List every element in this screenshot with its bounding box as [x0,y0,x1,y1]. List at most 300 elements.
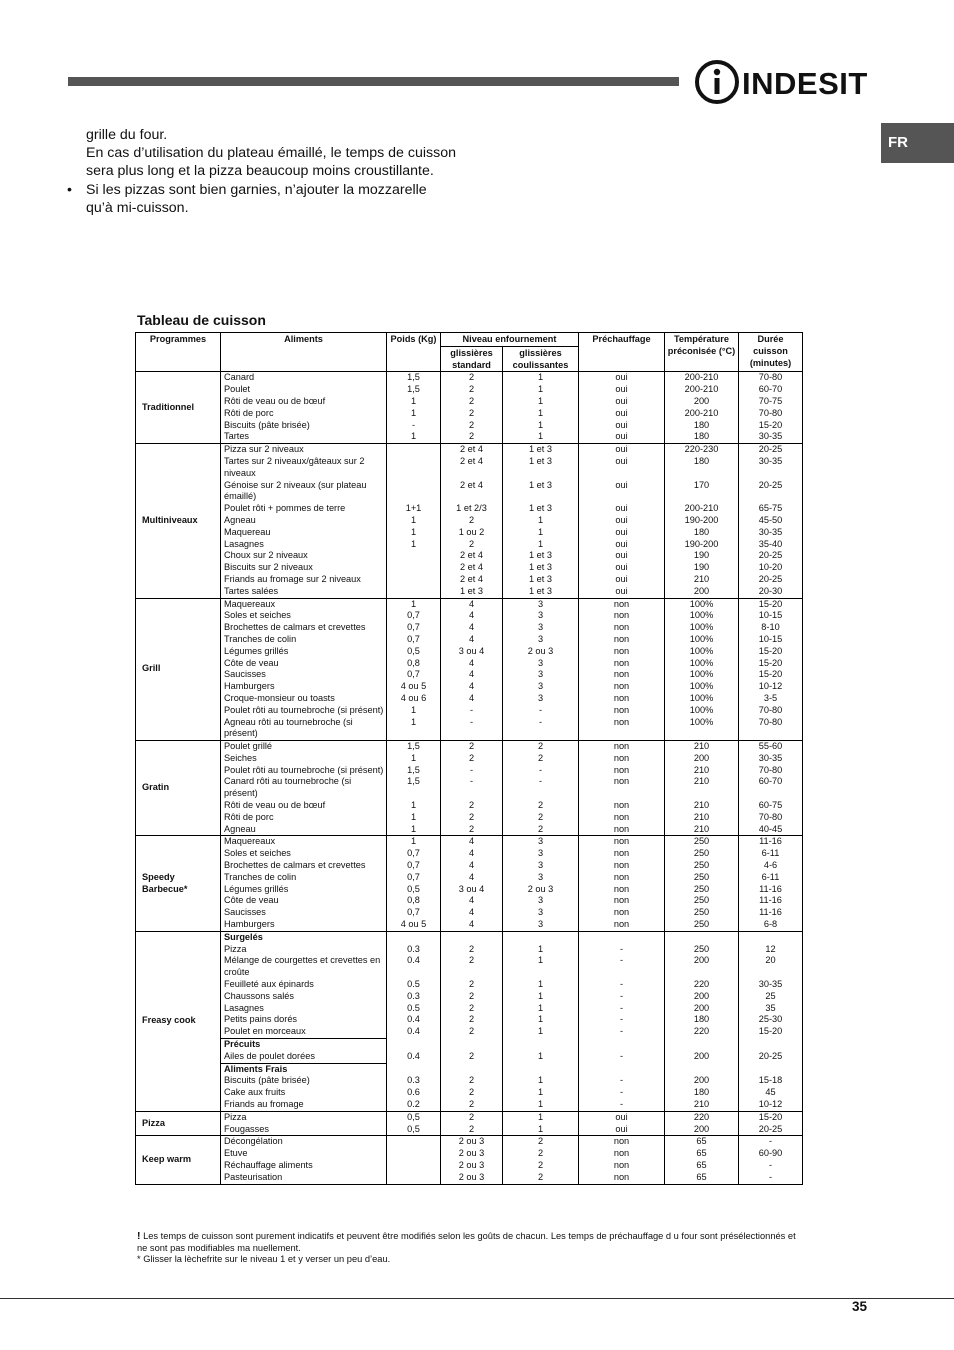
temperature-cell: 200 [665,753,739,765]
table-row [136,1160,803,1172]
duration-cell: 20 [739,955,803,979]
level-sliding-cell: 2 [503,1136,579,1148]
preheat-cell: non [579,776,665,800]
level-sliding-cell: 1 [503,527,579,539]
temperature-cell: 190 [665,550,739,562]
table-row [136,800,803,812]
duration-cell: 15-18 [739,1075,803,1087]
temperature-cell: 100% [665,717,739,741]
weight-cell [387,1136,441,1148]
level-standard-cell: 2 ou 3 [441,1160,503,1172]
table-row [136,444,803,456]
food-cell: Pasteurisation [221,1172,387,1184]
food-cell: Côte de veau [221,658,387,670]
weight-cell [387,1148,441,1160]
preheat-cell: non [579,741,665,753]
food-cell: Rôti de porc [221,408,387,420]
table-row [136,717,803,741]
weight-cell: 0.5 [387,1003,441,1015]
food-cell: Rôti de veau ou de bœuf [221,396,387,408]
food-cell: Brochettes de calmars et crevettes [221,622,387,634]
temperature-cell: 250 [665,944,739,956]
table-row [136,1026,803,1038]
food-cell: Friands au fromage sur 2 niveaux [221,574,387,586]
weight-cell: 0.4 [387,1014,441,1026]
food-cell: Biscuits sur 2 niveaux [221,562,387,574]
weight-cell: 1 [387,812,441,824]
weight-cell: 4 ou 5 [387,919,441,931]
table-row [136,598,803,610]
preheat-cell: - [579,955,665,979]
preheat-cell [579,1063,665,1075]
temperature-cell: 180 [665,1014,739,1026]
preheat-cell: oui [579,503,665,515]
temperature-cell: 170 [665,480,739,504]
temperature-cell: 65 [665,1136,739,1148]
intro-bullet-text: Si les pizzas sont bien garnies, n’ajouter la mozzarelle qu’à mi-cuisson. [86,182,427,216]
food-cell: Fougasses [221,1124,387,1136]
preheat-cell: - [579,1075,665,1087]
temperature-cell: 100% [665,646,739,658]
level-sliding-cell: 1 et 3 [503,562,579,574]
temperature-cell [665,931,739,943]
duration-cell: 10-12 [739,1099,803,1111]
preheat-cell: non [579,705,665,717]
preheat-cell: oui [579,527,665,539]
weight-cell [387,444,441,456]
duration-cell: 35 [739,1003,803,1015]
duration-cell: 30-35 [739,979,803,991]
preheat-cell: oui [579,384,665,396]
intro-line: grille du four. [86,127,168,143]
level-sliding-cell: 1 et 3 [503,550,579,562]
food-cell: Cake aux fruits [221,1087,387,1099]
level-standard-cell: 4 [441,622,503,634]
preheat-cell: oui [579,396,665,408]
food-cell: Agneau rôti au tournebroche (si présent) [221,717,387,741]
duration-cell: 15-20 [739,646,803,658]
temperature-cell: 210 [665,574,739,586]
intro-bullet [67,181,456,217]
program-name: Freasy cook [136,931,221,1111]
level-standard-cell: 2 [441,1099,503,1111]
weight-cell [387,931,441,943]
duration-cell: 35-40 [739,539,803,551]
preheat-cell: non [579,800,665,812]
level-sliding-cell: 3 [503,860,579,872]
duration-cell: 20-25 [739,444,803,456]
food-cell: Décongélation [221,1136,387,1148]
level-standard-cell: 2 [441,372,503,384]
footnote-2: * Glisser la lèchefrite sur le niveau 1 et y verser un peu d’eau. [137,1254,391,1265]
weight-cell: 0,7 [387,669,441,681]
temperature-cell: 180 [665,431,739,443]
level-standard-cell: 2 [441,420,503,432]
temperature-cell: 100% [665,669,739,681]
program-name: Pizza [136,1111,221,1136]
header-duree: Durée cuisson (minutes) [739,333,803,372]
duration-cell: 12 [739,944,803,956]
food-cell: Seiches [221,753,387,765]
level-sliding-cell: 3 [503,872,579,884]
weight-cell: 0,8 [387,895,441,907]
preheat-cell: non [579,634,665,646]
weight-cell [387,562,441,574]
weight-cell: 0,5 [387,1111,441,1123]
level-sliding-cell: 1 [503,1014,579,1026]
temperature-cell: 65 [665,1148,739,1160]
level-sliding-cell [503,931,579,943]
level-sliding-cell: 1 [503,1003,579,1015]
preheat-cell: - [579,1014,665,1026]
temperature-cell: 250 [665,860,739,872]
level-standard-cell: 2 [441,1026,503,1038]
level-sliding-cell: 3 [503,693,579,705]
level-sliding-cell: 1 [503,1075,579,1087]
weight-cell [387,1063,441,1075]
temperature-cell: 250 [665,848,739,860]
temperature-cell: 200-210 [665,384,739,396]
duration-cell: 70-80 [739,372,803,384]
table-row [136,1039,803,1051]
table-row [136,658,803,670]
preheat-cell: non [579,598,665,610]
preheat-cell: non [579,919,665,931]
preheat-cell: oui [579,586,665,598]
weight-cell: 1,5 [387,765,441,777]
language-tab[interactable]: FR [881,123,954,163]
program-name: Gratin [136,741,221,836]
level-sliding-cell: 3 [503,610,579,622]
level-standard-cell [441,1063,503,1075]
temperature-cell: 190-200 [665,515,739,527]
preheat-cell: oui [579,539,665,551]
level-standard-cell: 2 [441,824,503,836]
level-standard-cell: 4 [441,669,503,681]
weight-cell: 0.3 [387,1075,441,1087]
food-cell: Agneau [221,515,387,527]
level-standard-cell: - [441,717,503,741]
table-row [136,836,803,848]
duration-cell: 70-80 [739,717,803,741]
level-standard-cell: 4 [441,634,503,646]
food-cell: Poulet rôti au tournebroche (si présent) [221,705,387,717]
duration-cell: 60-90 [739,1148,803,1160]
preheat-cell: oui [579,562,665,574]
level-sliding-cell: - [503,765,579,777]
preheat-cell: oui [579,408,665,420]
weight-cell: 0,7 [387,634,441,646]
level-standard-cell: 1 ou 2 [441,527,503,539]
level-sliding-cell: 3 [503,622,579,634]
level-sliding-cell: 1 et 3 [503,480,579,504]
table-row [136,1087,803,1099]
table-row [136,955,803,979]
level-standard-cell: 2 [441,991,503,1003]
level-standard-cell: 2 [441,741,503,753]
level-sliding-cell: 2 ou 3 [503,646,579,658]
food-cell: Pizza [221,944,387,956]
table-row [136,646,803,658]
cooking-table-wrapper [135,332,802,1185]
preheat-cell: non [579,1172,665,1184]
level-sliding-cell: 2 [503,753,579,765]
preheat-cell: - [579,944,665,956]
level-sliding-cell: 1 [503,420,579,432]
level-standard-cell: 2 [441,408,503,420]
table-row [136,1063,803,1075]
level-sliding-cell: 1 et 3 [503,574,579,586]
logo-emblem-icon [694,58,740,106]
weight-cell: 0.2 [387,1099,441,1111]
level-sliding-cell: 3 [503,919,579,931]
table-row [136,539,803,551]
preheat-cell: non [579,765,665,777]
duration-cell: 30-35 [739,527,803,539]
temperature-cell: 200 [665,1003,739,1015]
table-row [136,503,803,515]
table-row [136,776,803,800]
preheat-cell: oui [579,372,665,384]
weight-cell [387,574,441,586]
temperature-cell [665,1063,739,1075]
duration-cell: 15-20 [739,1111,803,1123]
level-sliding-cell: 1 et 3 [503,444,579,456]
temperature-cell: 220 [665,1111,739,1123]
temperature-cell: 200 [665,1075,739,1087]
level-standard-cell: 2 [441,1087,503,1099]
temperature-cell: 100% [665,622,739,634]
weight-cell: 0,8 [387,658,441,670]
preheat-cell: non [579,895,665,907]
table-row [136,574,803,586]
temperature-cell: 200 [665,586,739,598]
level-standard-cell: 2 ou 3 [441,1148,503,1160]
level-standard-cell: 2 [441,979,503,991]
table-row [136,1148,803,1160]
duration-cell: 70-80 [739,408,803,420]
level-standard-cell: 2 [441,955,503,979]
level-standard-cell: 2 [441,1075,503,1087]
weight-cell: 0,7 [387,622,441,634]
table-row [136,669,803,681]
table-row [136,1172,803,1184]
level-sliding-cell: 2 [503,812,579,824]
level-sliding-cell: 1 [503,384,579,396]
preheat-cell: non [579,872,665,884]
level-sliding-cell: 1 [503,1099,579,1111]
duration-cell: 70-75 [739,396,803,408]
level-standard-cell: 2 [441,753,503,765]
duration-cell: 45-50 [739,515,803,527]
preheat-cell: non [579,884,665,896]
duration-cell: 60-70 [739,384,803,396]
level-standard-cell: 2 ou 3 [441,1136,503,1148]
table-row [136,705,803,717]
food-cell: Chaussons salés [221,991,387,1003]
table-row [136,872,803,884]
temperature-cell: 180 [665,1087,739,1099]
table-row [136,480,803,504]
preheat-cell: non [579,646,665,658]
level-standard-cell: 4 [441,895,503,907]
table-row [136,527,803,539]
weight-cell [387,1172,441,1184]
level-standard-cell: 2 [441,1014,503,1026]
level-sliding-cell: - [503,717,579,741]
level-sliding-cell: 2 [503,1148,579,1160]
preheat-cell: - [579,979,665,991]
food-cell: Saucisses [221,669,387,681]
temperature-cell: 210 [665,800,739,812]
level-standard-cell: 4 [441,610,503,622]
header-temperature: Température préconisée (°C) [665,333,739,372]
level-sliding-cell: 2 [503,800,579,812]
header-rule [68,77,679,86]
duration-cell: 15-20 [739,669,803,681]
weight-cell: 0.3 [387,944,441,956]
temperature-cell: 65 [665,1172,739,1184]
food-cell: Brochettes de calmars et crevettes [221,860,387,872]
food-cell: Côte de veau [221,895,387,907]
level-standard-cell: 2 et 4 [441,444,503,456]
food-cell: Soles et seiches [221,848,387,860]
food-cell: Lasagnes [221,1003,387,1015]
level-standard-cell: 3 ou 4 [441,884,503,896]
header-standard: glissières standard [441,346,503,372]
temperature-cell: 65 [665,1160,739,1172]
weight-cell [387,550,441,562]
table-row [136,812,803,824]
food-cell: Feuilleté aux épinards [221,979,387,991]
level-standard-cell: 2 [441,1111,503,1123]
level-standard-cell: 2 [441,812,503,824]
table-row [136,408,803,420]
duration-cell: 11-16 [739,884,803,896]
duration-cell: 15-20 [739,420,803,432]
duration-cell: 20-25 [739,480,803,504]
preheat-cell: oui [579,420,665,432]
weight-cell: 0.6 [387,1087,441,1099]
preheat-cell [579,931,665,943]
level-sliding-cell: 2 [503,741,579,753]
level-standard-cell: 4 [441,872,503,884]
preheat-cell: non [579,812,665,824]
brand-name: INDESIT [742,66,868,101]
level-standard-cell: 4 [441,836,503,848]
weight-cell: 1 [387,539,441,551]
weight-cell [387,586,441,598]
header-aliments: Aliments [221,333,387,372]
preheat-cell [579,1039,665,1051]
duration-cell: 25-30 [739,1014,803,1026]
duration-cell: 40-45 [739,824,803,836]
preheat-cell: oui [579,550,665,562]
table-row [136,765,803,777]
duration-cell: 4-6 [739,860,803,872]
table-row [136,622,803,634]
preheat-cell: non [579,753,665,765]
food-cell: Poulet grillé [221,741,387,753]
level-sliding-cell: 1 [503,1087,579,1099]
food-cell: Maquereaux [221,598,387,610]
temperature-cell: 200 [665,1051,739,1063]
table-row [136,550,803,562]
food-cell: Tartes [221,431,387,443]
preheat-cell: non [579,681,665,693]
table-row [136,1136,803,1148]
temperature-cell: 200-210 [665,372,739,384]
preheat-cell: oui [579,1124,665,1136]
header-niveau: Niveau enfournement [441,333,579,347]
weight-cell [387,480,441,504]
level-standard-cell [441,1039,503,1051]
header-prechauffage: Préchauffage [579,333,665,372]
temperature-cell: 250 [665,872,739,884]
food-cell: Lasagnes [221,539,387,551]
weight-cell: 1,5 [387,372,441,384]
level-standard-cell: 2 [441,800,503,812]
level-sliding-cell: 1 [503,991,579,1003]
level-sliding-cell: 1 [503,372,579,384]
temperature-cell: 200 [665,396,739,408]
table-row [136,1111,803,1123]
preheat-cell: non [579,860,665,872]
level-standard-cell: 2 et 4 [441,550,503,562]
level-sliding-cell [503,1063,579,1075]
weight-cell: 1 [387,396,441,408]
weight-cell: 1 [387,598,441,610]
level-standard-cell: 2 [441,1051,503,1063]
duration-cell: 65-75 [739,503,803,515]
duration-cell: 20-25 [739,1051,803,1063]
level-standard-cell: 2 ou 3 [441,1172,503,1184]
food-cell: Rôti de porc [221,812,387,824]
preheat-cell: - [579,1051,665,1063]
table-row [136,753,803,765]
header-programmes: Programmes [136,333,221,372]
temperature-cell [665,1039,739,1051]
level-standard-cell: - [441,705,503,717]
food-cell: Biscuits (pâte brisée) [221,420,387,432]
table-row [136,586,803,598]
footnote-1-text: Les temps de cuisson sont purement indicatifs et peuvent être modifiés selon les goûts de chacun. Les temps de préchauffage d u four sont présélectionnés et ne sont pas modifiables ma nuellement. [137,1231,796,1253]
preheat-cell: non [579,693,665,705]
food-cell: Tranches de colin [221,634,387,646]
preheat-cell: oui [579,444,665,456]
level-sliding-cell: 1 [503,408,579,420]
duration-cell: 10-15 [739,610,803,622]
duration-cell: 6-11 [739,848,803,860]
weight-cell: 0,7 [387,872,441,884]
warning-mark-icon: ! [137,1230,141,1242]
food-cell: Agneau [221,824,387,836]
weight-cell: 0,7 [387,907,441,919]
duration-cell: 20-25 [739,574,803,586]
duration-cell: 6-11 [739,872,803,884]
preheat-cell: non [579,610,665,622]
duration-cell: 45 [739,1087,803,1099]
level-standard-cell: 2 [441,396,503,408]
temperature-cell: 210 [665,824,739,836]
duration-cell: 10-20 [739,562,803,574]
duration-cell: - [739,1160,803,1172]
weight-cell [387,456,441,480]
food-cell: Choux sur 2 niveaux [221,550,387,562]
table-row [136,979,803,991]
duration-cell: 20-25 [739,550,803,562]
duration-cell: 20-30 [739,586,803,598]
